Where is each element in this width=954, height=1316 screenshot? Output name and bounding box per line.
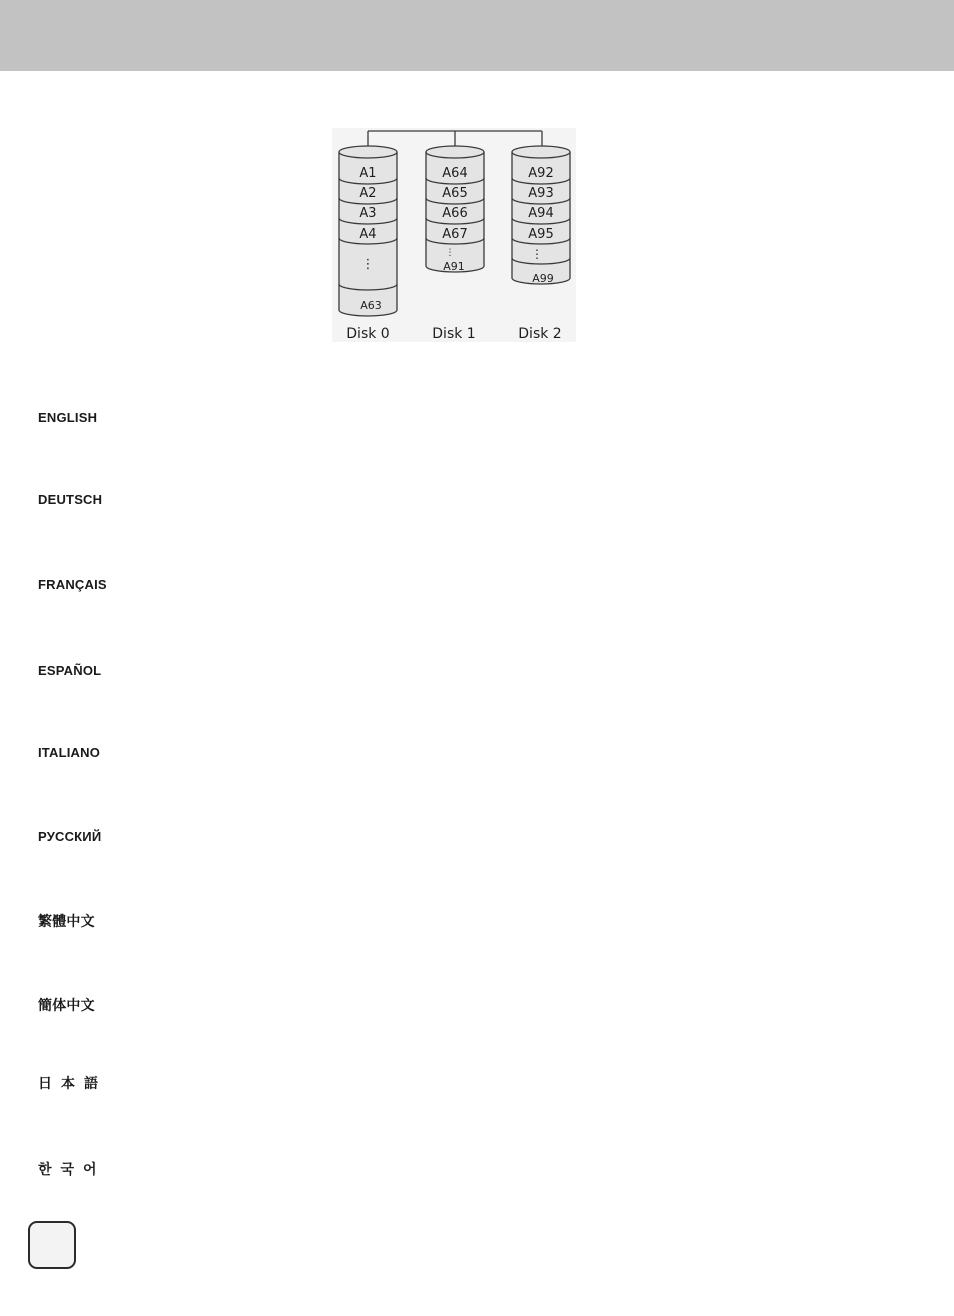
- disk-1-top: [426, 146, 484, 158]
- disk-0: [339, 146, 397, 342]
- disk-0-ellipsis: ⋮: [361, 257, 375, 272]
- disk-0-block-label: A3: [359, 206, 377, 221]
- disk-2-last-block: A99: [532, 272, 554, 285]
- disk-span-svg: [332, 128, 576, 342]
- language-label-traditional-chinese: 繁體中文: [38, 913, 95, 929]
- disk-2-block-label: A94: [528, 206, 554, 221]
- disk-1-block-label: A66: [442, 206, 468, 221]
- language-label-espanol: ESPAÑOL: [38, 663, 102, 678]
- disk-0-last-block: A63: [360, 299, 382, 312]
- disk-1-ellipsis: ⋮: [445, 248, 455, 258]
- language-label-francais: FRANÇAIS: [38, 577, 107, 592]
- disk-1-last-block: A91: [443, 260, 465, 273]
- header-band: [0, 0, 954, 71]
- language-label-italiano: ITALIANO: [38, 745, 101, 760]
- page-number-tab: [28, 1221, 76, 1269]
- disk-0-block-label: A1: [359, 166, 377, 181]
- disk-span-diagram: [332, 128, 576, 342]
- disk-0-label: Disk 0: [346, 326, 390, 342]
- disk-1-block-label: A65: [442, 186, 468, 201]
- disk-2-label: Disk 2: [518, 326, 562, 342]
- disk-1-block-label: A67: [442, 227, 468, 242]
- disk-2-block-label: A95: [528, 227, 554, 242]
- language-label-simplified-chinese: 簡体中文: [38, 997, 95, 1013]
- disk-2-block-label: A92: [528, 166, 554, 181]
- language-label-deutsch: DEUTSCH: [38, 492, 103, 507]
- disk-0-block-label: A2: [359, 186, 377, 201]
- disk-2-ellipsis: ⋮: [531, 247, 543, 261]
- language-label-korean: 한국어: [38, 1161, 106, 1177]
- language-label-russian: РУССКИЙ: [38, 829, 102, 844]
- disk-1-block-label: A64: [442, 166, 468, 181]
- language-label-english: ENGLISH: [38, 410, 98, 425]
- disk-2-top: [512, 146, 570, 158]
- disk-2-block-label: A93: [528, 186, 554, 201]
- disk-1-label: Disk 1: [432, 326, 476, 342]
- disk-0-block-label: A4: [359, 227, 377, 242]
- disk-0-top: [339, 146, 397, 158]
- language-label-japanese: 日本語: [38, 1075, 107, 1091]
